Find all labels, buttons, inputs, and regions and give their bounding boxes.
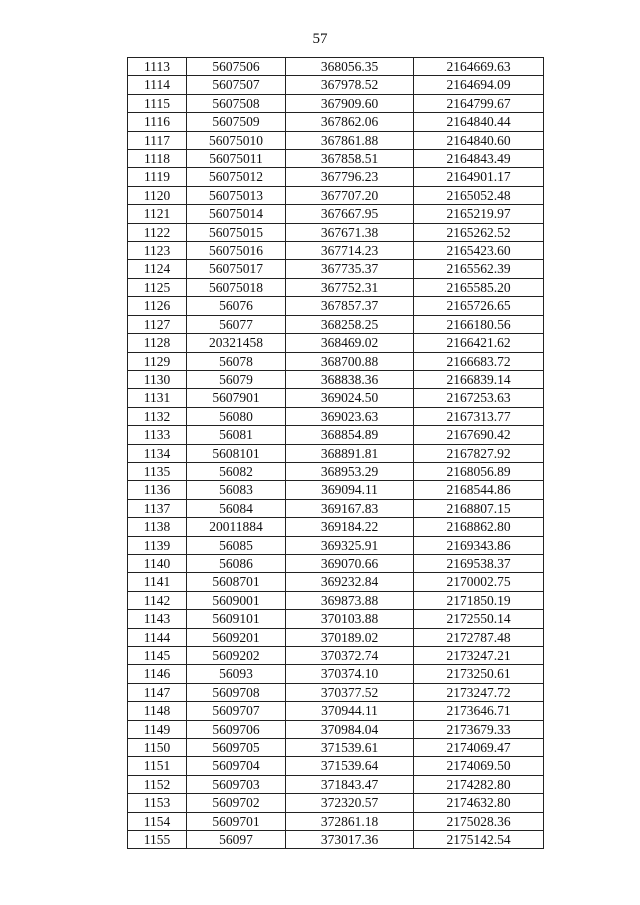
row-index-cell: 1139	[128, 536, 187, 554]
table-row	[128, 260, 544, 278]
y-coordinate-cell: 2168544.86	[414, 481, 544, 499]
row-index-cell: 1155	[128, 831, 187, 849]
table-row	[128, 683, 544, 701]
table-row	[128, 278, 544, 296]
table-row	[128, 739, 544, 757]
point-id-cell: 56086	[187, 554, 286, 572]
table-row	[128, 518, 544, 536]
row-index-cell: 1128	[128, 334, 187, 352]
x-coordinate-cell: 368469.02	[286, 334, 414, 352]
x-coordinate-cell: 372861.18	[286, 812, 414, 830]
y-coordinate-cell: 2167253.63	[414, 389, 544, 407]
y-coordinate-cell: 2165423.60	[414, 242, 544, 260]
point-id-cell: 5609702	[187, 794, 286, 812]
y-coordinate-cell: 2167827.92	[414, 444, 544, 462]
point-id-cell: 56078	[187, 352, 286, 370]
table-row	[128, 389, 544, 407]
x-coordinate-cell: 367796.23	[286, 168, 414, 186]
coordinates-table	[127, 57, 544, 849]
row-index-cell: 1129	[128, 352, 187, 370]
row-index-cell: 1124	[128, 260, 187, 278]
y-coordinate-cell: 2173247.21	[414, 647, 544, 665]
table-row	[128, 757, 544, 775]
point-id-cell: 56082	[187, 462, 286, 480]
row-index-cell: 1135	[128, 462, 187, 480]
point-id-cell: 56093	[187, 665, 286, 683]
x-coordinate-cell: 369873.88	[286, 591, 414, 609]
row-index-cell: 1133	[128, 426, 187, 444]
y-coordinate-cell: 2174632.80	[414, 794, 544, 812]
row-index-cell: 1152	[128, 775, 187, 793]
y-coordinate-cell: 2169343.86	[414, 536, 544, 554]
row-index-cell: 1132	[128, 407, 187, 425]
point-id-cell: 56075016	[187, 242, 286, 260]
row-index-cell: 1116	[128, 113, 187, 131]
row-index-cell: 1115	[128, 94, 187, 112]
point-id-cell: 56097	[187, 831, 286, 849]
point-id-cell: 20011884	[187, 518, 286, 536]
table-row	[128, 334, 544, 352]
row-index-cell: 1143	[128, 610, 187, 628]
row-index-cell: 1117	[128, 131, 187, 149]
row-index-cell: 1131	[128, 389, 187, 407]
point-id-cell: 5607508	[187, 94, 286, 112]
row-index-cell: 1154	[128, 812, 187, 830]
row-index-cell: 1130	[128, 370, 187, 388]
table-row	[128, 426, 544, 444]
x-coordinate-cell: 367707.20	[286, 186, 414, 204]
y-coordinate-cell: 2167690.42	[414, 426, 544, 444]
table-row	[128, 591, 544, 609]
y-coordinate-cell: 2174069.47	[414, 739, 544, 757]
point-id-cell: 5609705	[187, 739, 286, 757]
y-coordinate-cell: 2166839.14	[414, 370, 544, 388]
point-id-cell: 56075017	[187, 260, 286, 278]
x-coordinate-cell: 369184.22	[286, 518, 414, 536]
point-id-cell: 5609704	[187, 757, 286, 775]
row-index-cell: 1140	[128, 554, 187, 572]
y-coordinate-cell: 2168807.15	[414, 499, 544, 517]
table-row	[128, 94, 544, 112]
x-coordinate-cell: 367857.37	[286, 297, 414, 315]
x-coordinate-cell: 367667.95	[286, 205, 414, 223]
x-coordinate-cell: 370372.74	[286, 647, 414, 665]
row-index-cell: 1120	[128, 186, 187, 204]
point-id-cell: 56083	[187, 481, 286, 499]
x-coordinate-cell: 368838.36	[286, 370, 414, 388]
row-index-cell: 1141	[128, 573, 187, 591]
table-row	[128, 499, 544, 517]
row-index-cell: 1113	[128, 58, 187, 76]
row-index-cell: 1125	[128, 278, 187, 296]
point-id-cell: 5607507	[187, 76, 286, 94]
point-id-cell: 5609101	[187, 610, 286, 628]
y-coordinate-cell: 2165562.39	[414, 260, 544, 278]
x-coordinate-cell: 370377.52	[286, 683, 414, 701]
y-coordinate-cell: 2164799.67	[414, 94, 544, 112]
y-coordinate-cell: 2166421.62	[414, 334, 544, 352]
point-id-cell: 20321458	[187, 334, 286, 352]
point-id-cell: 5608701	[187, 573, 286, 591]
x-coordinate-cell: 369094.11	[286, 481, 414, 499]
table-row	[128, 702, 544, 720]
y-coordinate-cell: 2165585.20	[414, 278, 544, 296]
y-coordinate-cell: 2167313.77	[414, 407, 544, 425]
x-coordinate-cell: 367861.88	[286, 131, 414, 149]
x-coordinate-cell: 367752.31	[286, 278, 414, 296]
table-row	[128, 407, 544, 425]
y-coordinate-cell: 2170002.75	[414, 573, 544, 591]
row-index-cell: 1123	[128, 242, 187, 260]
row-index-cell: 1153	[128, 794, 187, 812]
y-coordinate-cell: 2166180.56	[414, 315, 544, 333]
point-id-cell: 5607901	[187, 389, 286, 407]
row-index-cell: 1144	[128, 628, 187, 646]
y-coordinate-cell: 2174282.80	[414, 775, 544, 793]
y-coordinate-cell: 2164901.17	[414, 168, 544, 186]
table-row	[128, 168, 544, 186]
point-id-cell: 56075013	[187, 186, 286, 204]
point-id-cell: 56084	[187, 499, 286, 517]
x-coordinate-cell: 370103.88	[286, 610, 414, 628]
point-id-cell: 56077	[187, 315, 286, 333]
table-row	[128, 76, 544, 94]
x-coordinate-cell: 369024.50	[286, 389, 414, 407]
table-row	[128, 223, 544, 241]
y-coordinate-cell: 2165219.97	[414, 205, 544, 223]
y-coordinate-cell: 2172550.14	[414, 610, 544, 628]
table-row	[128, 573, 544, 591]
point-id-cell: 56080	[187, 407, 286, 425]
point-id-cell: 56081	[187, 426, 286, 444]
table-row	[128, 481, 544, 499]
x-coordinate-cell: 370944.11	[286, 702, 414, 720]
x-coordinate-cell: 368258.25	[286, 315, 414, 333]
y-coordinate-cell: 2165052.48	[414, 186, 544, 204]
table-row	[128, 720, 544, 738]
point-id-cell: 5609001	[187, 591, 286, 609]
point-id-cell: 56075011	[187, 150, 286, 168]
x-coordinate-cell: 367735.37	[286, 260, 414, 278]
x-coordinate-cell: 368056.35	[286, 58, 414, 76]
table-row	[128, 647, 544, 665]
row-index-cell: 1137	[128, 499, 187, 517]
y-coordinate-cell: 2168862.80	[414, 518, 544, 536]
y-coordinate-cell: 2175142.54	[414, 831, 544, 849]
x-coordinate-cell: 367671.38	[286, 223, 414, 241]
row-index-cell: 1122	[128, 223, 187, 241]
y-coordinate-cell: 2174069.50	[414, 757, 544, 775]
y-coordinate-cell: 2172787.48	[414, 628, 544, 646]
x-coordinate-cell: 373017.36	[286, 831, 414, 849]
point-id-cell: 56079	[187, 370, 286, 388]
row-index-cell: 1146	[128, 665, 187, 683]
table-row	[128, 352, 544, 370]
coordinates-table-body	[128, 58, 544, 849]
row-index-cell: 1114	[128, 76, 187, 94]
table-row	[128, 297, 544, 315]
row-index-cell: 1145	[128, 647, 187, 665]
x-coordinate-cell: 368891.81	[286, 444, 414, 462]
x-coordinate-cell: 370189.02	[286, 628, 414, 646]
table-row	[128, 610, 544, 628]
x-coordinate-cell: 369325.91	[286, 536, 414, 554]
table-row	[128, 186, 544, 204]
x-coordinate-cell: 370984.04	[286, 720, 414, 738]
table-row	[128, 536, 544, 554]
point-id-cell: 56075014	[187, 205, 286, 223]
table-row	[128, 665, 544, 683]
x-coordinate-cell: 369070.66	[286, 554, 414, 572]
y-coordinate-cell: 2171850.19	[414, 591, 544, 609]
table-row	[128, 205, 544, 223]
table-row	[128, 242, 544, 260]
x-coordinate-cell: 368700.88	[286, 352, 414, 370]
row-index-cell: 1119	[128, 168, 187, 186]
table-row	[128, 131, 544, 149]
y-coordinate-cell: 2164843.49	[414, 150, 544, 168]
point-id-cell: 5608101	[187, 444, 286, 462]
x-coordinate-cell: 372320.57	[286, 794, 414, 812]
point-id-cell: 56076	[187, 297, 286, 315]
y-coordinate-cell: 2175028.36	[414, 812, 544, 830]
table-row	[128, 554, 544, 572]
y-coordinate-cell: 2166683.72	[414, 352, 544, 370]
table-row	[128, 462, 544, 480]
x-coordinate-cell: 367862.06	[286, 113, 414, 131]
row-index-cell: 1148	[128, 702, 187, 720]
x-coordinate-cell: 367858.51	[286, 150, 414, 168]
y-coordinate-cell: 2164694.09	[414, 76, 544, 94]
point-id-cell: 5609201	[187, 628, 286, 646]
table-row	[128, 775, 544, 793]
row-index-cell: 1118	[128, 150, 187, 168]
point-id-cell: 5609703	[187, 775, 286, 793]
x-coordinate-cell: 368953.29	[286, 462, 414, 480]
x-coordinate-cell: 367714.23	[286, 242, 414, 260]
table-row	[128, 113, 544, 131]
x-coordinate-cell: 367978.52	[286, 76, 414, 94]
point-id-cell: 5607509	[187, 113, 286, 131]
table-row	[128, 831, 544, 849]
point-id-cell: 56075010	[187, 131, 286, 149]
y-coordinate-cell: 2168056.89	[414, 462, 544, 480]
y-coordinate-cell: 2164840.60	[414, 131, 544, 149]
table-row	[128, 444, 544, 462]
x-coordinate-cell: 369167.83	[286, 499, 414, 517]
table-row	[128, 150, 544, 168]
row-index-cell: 1149	[128, 720, 187, 738]
row-index-cell: 1147	[128, 683, 187, 701]
row-index-cell: 1134	[128, 444, 187, 462]
row-index-cell: 1150	[128, 739, 187, 757]
table-row	[128, 370, 544, 388]
y-coordinate-cell: 2169538.37	[414, 554, 544, 572]
row-index-cell: 1151	[128, 757, 187, 775]
row-index-cell: 1121	[128, 205, 187, 223]
y-coordinate-cell: 2173679.33	[414, 720, 544, 738]
x-coordinate-cell: 371539.64	[286, 757, 414, 775]
y-coordinate-cell: 2173247.72	[414, 683, 544, 701]
y-coordinate-cell: 2173646.71	[414, 702, 544, 720]
table-row	[128, 315, 544, 333]
x-coordinate-cell: 368854.89	[286, 426, 414, 444]
point-id-cell: 5609701	[187, 812, 286, 830]
x-coordinate-cell: 371843.47	[286, 775, 414, 793]
point-id-cell: 56085	[187, 536, 286, 554]
x-coordinate-cell: 371539.61	[286, 739, 414, 757]
y-coordinate-cell: 2173250.61	[414, 665, 544, 683]
y-coordinate-cell: 2164669.63	[414, 58, 544, 76]
point-id-cell: 5609202	[187, 647, 286, 665]
point-id-cell: 5607506	[187, 58, 286, 76]
table-row	[128, 58, 544, 76]
point-id-cell: 56075018	[187, 278, 286, 296]
point-id-cell: 56075012	[187, 168, 286, 186]
row-index-cell: 1142	[128, 591, 187, 609]
row-index-cell: 1127	[128, 315, 187, 333]
point-id-cell: 5609707	[187, 702, 286, 720]
y-coordinate-cell: 2165262.52	[414, 223, 544, 241]
table-row	[128, 812, 544, 830]
point-id-cell: 5609708	[187, 683, 286, 701]
x-coordinate-cell: 369232.84	[286, 573, 414, 591]
x-coordinate-cell: 370374.10	[286, 665, 414, 683]
table-row	[128, 794, 544, 812]
table-row	[128, 628, 544, 646]
row-index-cell: 1136	[128, 481, 187, 499]
point-id-cell: 56075015	[187, 223, 286, 241]
x-coordinate-cell: 367909.60	[286, 94, 414, 112]
y-coordinate-cell: 2165726.65	[414, 297, 544, 315]
point-id-cell: 5609706	[187, 720, 286, 738]
x-coordinate-cell: 369023.63	[286, 407, 414, 425]
row-index-cell: 1138	[128, 518, 187, 536]
y-coordinate-cell: 2164840.44	[414, 113, 544, 131]
page-number: 57	[312, 31, 328, 47]
row-index-cell: 1126	[128, 297, 187, 315]
